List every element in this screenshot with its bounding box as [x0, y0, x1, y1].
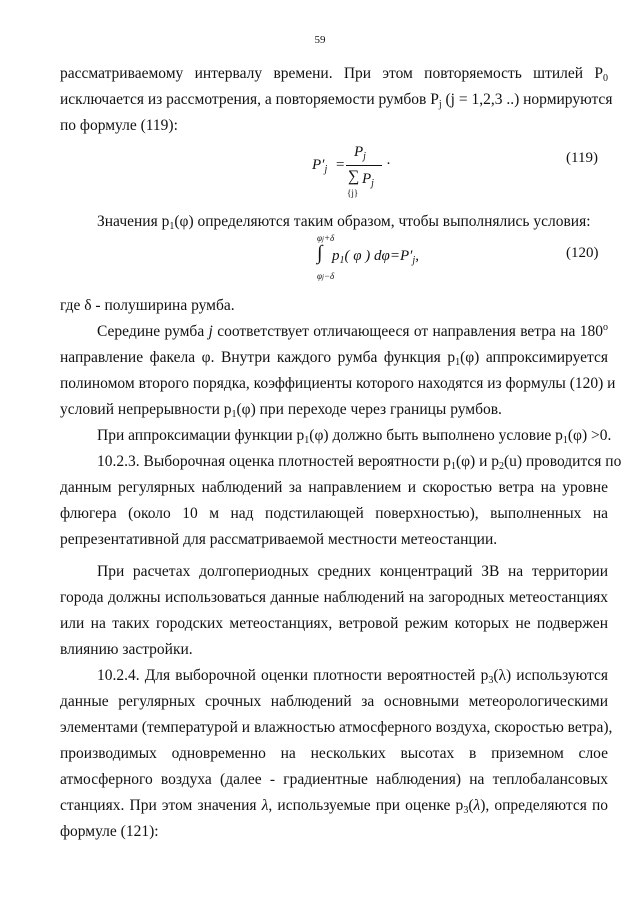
- text-line-13: флюгера (около 10 м над подстилающей поверхностью), выполненных на: [60, 505, 608, 522]
- equation-number-120: (120): [566, 245, 599, 261]
- text-line-9: условий непрерывности $p_1(\varphi)$ при переходе через границы румбов.: [60, 401, 502, 420]
- formula-119-sum-index: {j}: [347, 188, 359, 198]
- formula-119-fraction-bar: [346, 165, 382, 166]
- text-line-18: влиянию застройки.: [60, 641, 193, 658]
- text-line-6: Середине румба j соответствует отличающееся от направления ветра на 180$^o$: [97, 322, 608, 340]
- text-line-5: где δ - полуширина румба.: [60, 297, 235, 314]
- text-line-22: производимых одновременно на нескольких высотах в приземном слое: [60, 745, 608, 762]
- text-line-17: или на таких городских метеостанциях, ветровой режим которых не подвержен: [60, 615, 608, 632]
- text-line-7: направление факела φ. Внутри каждого румба функция $p_1(\varphi)$ аппроксимируется: [60, 349, 608, 368]
- text-line-20: данные регулярных срочных наблюдений за основными метеорологическими: [60, 693, 608, 710]
- text-line-11: 10.2.3. Выборочная оценка плотностей вероятности $p_1(\varphi)$ и $p_2(u)$ проводится по: [97, 453, 622, 472]
- text-line-10: При аппроксимации функции $p_1(\varphi)$ должно быть выполнено условие $p_1(\varphi) >0$.: [97, 427, 612, 446]
- text-line-2: исключается из рассмотрения, а повторяемости румбов $P_j$ (j = 1,2,3 ..) нормируются: [60, 91, 613, 110]
- equation-number-119: (119): [566, 150, 598, 166]
- formula-120-upper-limit: φj+δ: [317, 233, 335, 243]
- formula-119-dot: ·: [386, 156, 391, 172]
- formula-119-numerator: $P_j$: [354, 144, 366, 162]
- text-line-4: Значения $p_1(\varphi)$ определяются таким образом, чтобы выполнялись условия:: [97, 213, 591, 232]
- text-line-15: При расчетах долгопериодных средних концентраций ЗВ на территории: [97, 563, 608, 580]
- formula-119-lhs: $P'_j$: [312, 157, 328, 175]
- formula-119-denominator: $P_j$: [362, 171, 374, 189]
- formula-119-eq: =: [336, 157, 345, 173]
- text-line-1: рассматриваемому интервалу времени. При этом повторяемость штилей $P_0$: [60, 65, 608, 84]
- text-line-3: по формуле (119):: [60, 117, 178, 134]
- formula-120-lower-limit: φj−δ: [317, 271, 335, 281]
- text-line-8: полиномом второго порядка, коэффициенты которого находятся из формулы (120) и: [60, 375, 616, 392]
- text-line-12: данным регулярных наблюдений за направлением и скоростью ветра на уровне: [60, 479, 608, 496]
- text-line-16: города должны использоваться данные наблюдений на загородных метеостанциях: [60, 589, 608, 606]
- text-line-19: 10.2.4. Для выборочной оценки плотности вероятностей $p_3(\lambda)$ используются: [97, 667, 608, 686]
- text-line-21: элементами (температурой и влажностью атмосферного воздуха, скоростью ветра),: [60, 719, 613, 736]
- formula-120-integral: ∫: [317, 242, 323, 264]
- text-line-14: репрезентативной для рассматриваемой местности метеостанции.: [60, 531, 498, 548]
- page-number: 59: [314, 34, 326, 46]
- text-line-24: станциях. При этом значения λ, используемые при оценке $p_3(\lambda)$, определяются по: [60, 797, 609, 816]
- text-line-25: формуле (121):: [60, 823, 159, 840]
- text-line-23: атмосферного воздуха (далее - градиентные наблюдения) на теплобалансовых: [60, 771, 608, 788]
- formula-119-sum: ∑: [348, 168, 360, 185]
- formula-120-body: $p_1$( φ ) $d\varphi=P'_j$,: [332, 248, 419, 266]
